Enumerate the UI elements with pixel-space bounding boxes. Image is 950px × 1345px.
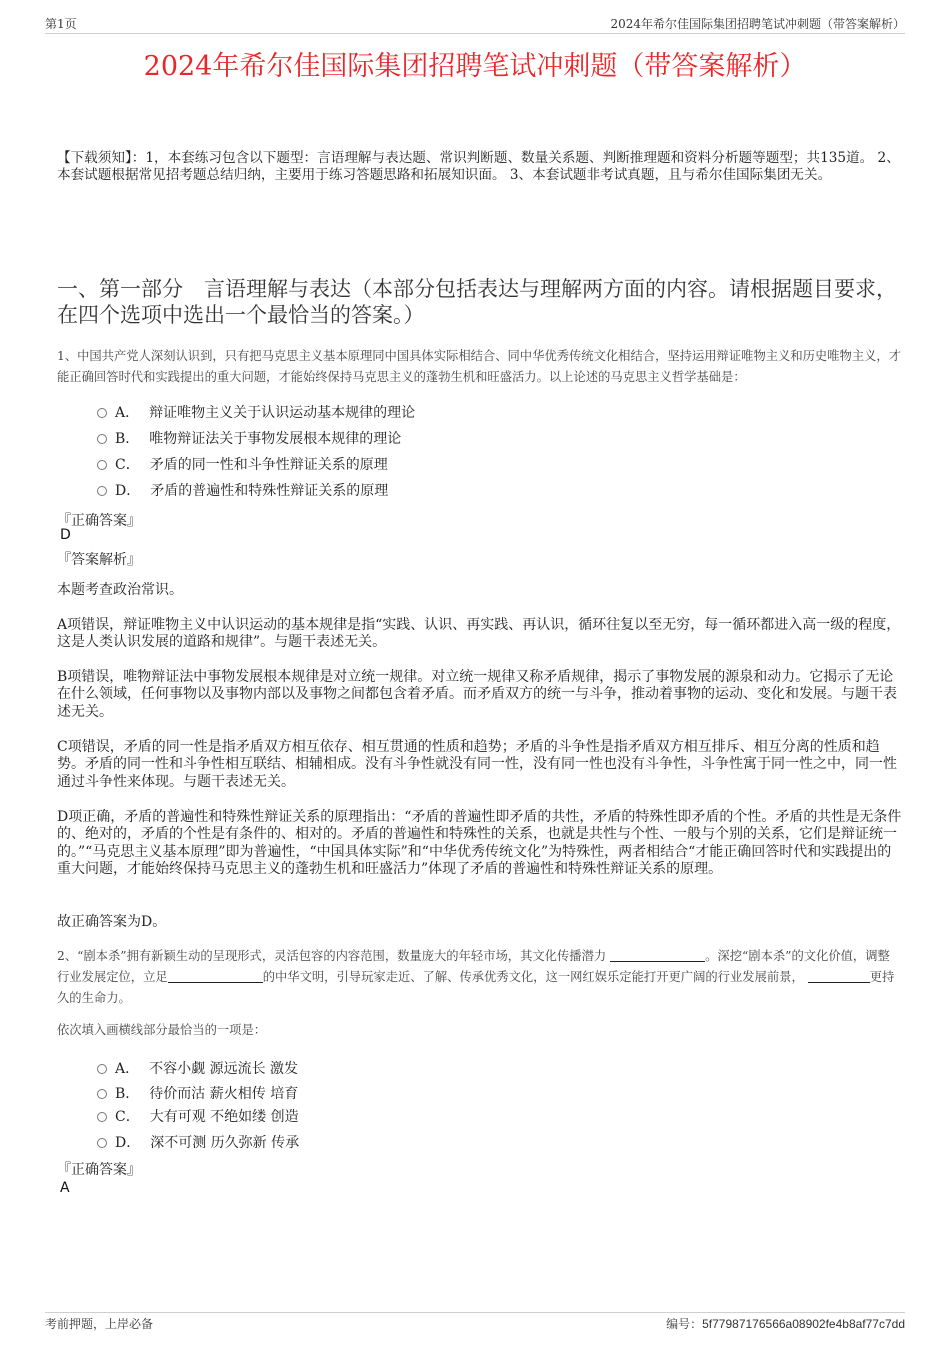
q1-option-a[interactable] xyxy=(97,402,415,422)
option-letter: C． xyxy=(115,1109,140,1125)
section-heading: 一、第一部分 言语理解与表达（本部分包括表达与理解两方面的内容。请根据题目要求，在四个选项中选出一个最恰当的答案。） xyxy=(57,277,897,327)
radio-icon[interactable] xyxy=(97,434,107,444)
q2-option-b[interactable] xyxy=(97,1083,298,1103)
option-text: 深不可测 历久弥新 传承 xyxy=(150,1135,300,1151)
question-1-text: 1、中国共产党人深刻认识到，只有把马克思主义基本原理同中国具体实际相结合、同中华优秀传统文化相结合，坚持运用辩证唯物主义和历史唯物主义，才能正确回答时代和实践提出的重大问题，才能始终保持马克思主义的蓬勃生机和旺盛活力。以上论述的马克思主义哲学基础是： xyxy=(57,349,902,384)
q1-analysis-d: D项正确，矛盾的普遍性和特殊性辩证关系的原理指出：“矛盾的普遍性即矛盾的共性，矛盾的特殊性即矛盾的个性。矛盾的共性是无条件的、绝对的，矛盾的个性是有条件的、相对的。矛盾的普遍性和特殊性的关系，也就是共性与个性、一般与个别的关系，它们是辩证统一的。”“马克思主义基本原理”即为普遍性，“中国具体实际”和“中华优秀传统文化”为特殊性，两者相结合“才能正确回答时代和实践提出的重大问题，才能始终保持马克思主义的蓬勃生机和旺盛活力”体现了矛盾的普遍性和特殊性辩证关系的原理。 xyxy=(57,809,902,877)
q1-conclusion: 故正确答案为D。 xyxy=(57,914,167,930)
q1-option-c[interactable] xyxy=(97,454,388,474)
q1-answer-label: 『正确答案』 xyxy=(57,513,141,529)
q1-option-d[interactable] xyxy=(97,480,388,500)
radio-icon[interactable] xyxy=(97,1064,107,1074)
option-letter: A． xyxy=(115,1061,140,1077)
option-text: 矛盾的普遍性和特殊性辩证关系的原理 xyxy=(150,483,389,499)
radio-icon[interactable] xyxy=(97,1089,107,1099)
document-title: 2024年希尔佳国际集团招聘笔试冲刺题（带答案解析） xyxy=(143,51,807,82)
q2-answer: A xyxy=(60,1180,70,1196)
running-header-title: 2024年希尔佳国际集团招聘笔试冲刺题（带答案解析） xyxy=(610,17,905,31)
radio-icon[interactable] xyxy=(97,1112,107,1122)
code-value: 5f77987176566a08902fe4b8af77c7dd xyxy=(702,1317,905,1331)
header-divider xyxy=(45,33,905,34)
radio-icon[interactable] xyxy=(97,460,107,470)
footer-slogan: 考前押题，上岸必备 xyxy=(45,1317,154,1331)
fill-blank-3 xyxy=(808,970,870,983)
q1-analysis-b: B项错误，唯物辩证法中事物发展根本规律是对立统一规律。对立统一规律又称矛盾规律，揭示了事物发展的源泉和动力。它揭示了无论在什么领域，任何事物以及事物内部以及事物之间都包含着矛盾。而矛盾双方的统一与斗争，推动着事物的运动、变化和发展。与题干表述无关。 xyxy=(57,669,897,720)
download-notice: 【下载须知】：1，本套练习包含以下题型：言语理解与表达题、常识判断题、数量关系题、判断推理题和资料分析题等题型；共135道。 2、本套试题根据常见招考题总结归纳，主要用于练习答题思路和拓展知识面。 3、本套试题非考试真题，且与希尔佳国际集团无关。 xyxy=(57,150,900,183)
q1-analysis-intro: 本题考查政治常识。 xyxy=(57,582,183,598)
option-text: 待价而沽 薪火相传 培育 xyxy=(149,1086,299,1102)
q2-text-part: 。深挖“剧本杀”的文化价值，调整行业发展定位，立足 xyxy=(57,949,890,984)
q2-text-part: 的中华文明，引导玩家走近、了解、传承优秀文化，这一网红娱乐定能打开更广阔的行业发展前景， xyxy=(262,970,804,984)
option-letter: D． xyxy=(115,483,141,499)
document-code xyxy=(666,1315,905,1332)
radio-icon[interactable] xyxy=(97,408,107,418)
option-text: 大有可观 不绝如缕 创造 xyxy=(149,1109,299,1125)
option-letter: D． xyxy=(115,1135,141,1151)
q1-answer: D xyxy=(60,527,71,543)
option-text: 辩证唯物主义关于认识运动基本规律的理论 xyxy=(149,405,416,421)
option-text: 唯物辩证法关于事物发展根本规律的理论 xyxy=(149,431,402,447)
q2-answer-label: 『正确答案』 xyxy=(57,1162,141,1178)
q1-analysis-c: C项错误，矛盾的同一性是指矛盾双方相互依存、相互贯通的性质和趋势；矛盾的斗争性是指矛盾双方相互排斥、相互分离的性质和趋势。矛盾的同一性和斗争性相互联结、相辅相成。没有斗争性就没有同一性，没有同一性也没有斗争性，斗争性寓于同一性之中，同一性通过斗争性来体现。与题干表述无关。 xyxy=(57,739,897,790)
radio-icon[interactable] xyxy=(97,486,107,496)
q2-option-d[interactable] xyxy=(97,1132,299,1152)
fill-blank-1 xyxy=(610,949,705,962)
option-letter: A． xyxy=(115,405,140,421)
q1-analysis-label: 『答案解析』 xyxy=(57,552,141,568)
q1-option-b[interactable] xyxy=(97,428,401,448)
radio-icon[interactable] xyxy=(97,1138,107,1148)
option-letter: C． xyxy=(115,457,140,473)
option-letter: B． xyxy=(115,431,140,447)
option-text: 矛盾的同一性和斗争性辩证关系的原理 xyxy=(149,457,388,473)
question-2-text xyxy=(57,946,902,1009)
option-text: 不容小觑 源远流长 激发 xyxy=(149,1061,299,1077)
q1-analysis-a: A项错误，辩证唯物主义中认识运动的基本规律是指“实践、认识、再实践、再认识，循环往复以至无穷，每一循环都进入高一级的程度，这是人类认识发展的道路和规律”。与题干表述无关。 xyxy=(57,617,901,651)
footer-divider xyxy=(45,1312,905,1313)
q2-option-a[interactable] xyxy=(97,1058,298,1078)
option-letter: B． xyxy=(115,1086,140,1102)
fill-blank-2 xyxy=(168,970,263,983)
code-label: 编号： xyxy=(666,1317,703,1331)
q2-text-part: 2、“剧本杀”拥有新颖生动的呈现形式，灵活包容的内容范围，数量庞大的年轻市场，其文化传播潜力 xyxy=(57,949,607,963)
q2-instruction: 依次填入画横线部分最恰当的一项是： xyxy=(57,1023,267,1037)
q2-text-part: 更持久的生命力。 xyxy=(57,970,895,1005)
q2-option-c[interactable] xyxy=(97,1106,299,1126)
page-number: 第1页 xyxy=(45,17,77,31)
